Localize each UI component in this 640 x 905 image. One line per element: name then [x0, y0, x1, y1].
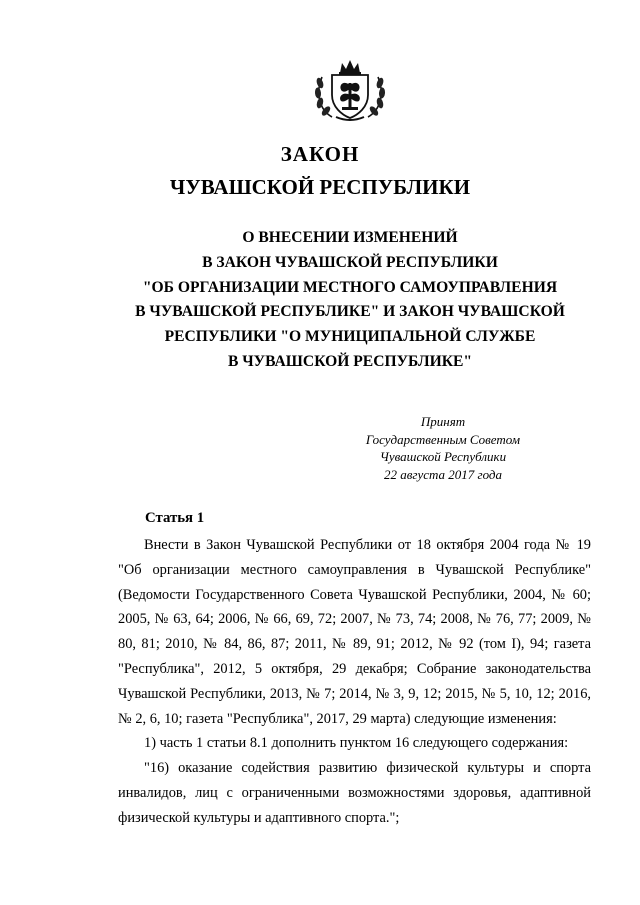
subtitle-line: В ЗАКОН ЧУВАШСКОЙ РЕСПУБЛИКИ [202, 253, 498, 271]
adoption-note [328, 413, 558, 483]
subtitle-line: В ЧУВАШСКОЙ РЕСПУБЛИКЕ" [227, 352, 473, 370]
subtitle-line: РЕСПУБЛИКИ "О МУНИЦИПАЛЬНОЙ СЛУЖБЕ [164, 328, 536, 346]
adoption-line: Чувашской Республики [379, 449, 507, 464]
article-heading: Статья 1 [145, 510, 205, 526]
document-issuer: ЧУВАШСКОЙ РЕСПУБЛИКИ [169, 175, 471, 199]
article-paragraph: 1) часть 1 статьи 8.1 дополнить пунктом 16 следующего содержания: [144, 735, 569, 752]
subtitle-line: О ВНЕСЕНИИ ИЗМЕНЕНИЙ [242, 229, 458, 246]
article-paragraph: Внести в Закон Чувашской Республики от 18 октября 2004 года № 19 "Об организации местного самоуправления в Чувашской Республике" (Ведомости Государственного Совета Чувашской Республики, 2004, № 60; 2005, № 63, 64; 2006, № 66, 69, 72; 2007, № 73, 74; 2008, № 76, 77; 2009, № 80, 81; 2010, № 84, 86, 87; 2011, № 89, 91; 2012, № 92 (том I), 94; газета "Республика", 2012, 5 октября, 29 декабря; Собрание законодательства Чувашской Республики, 2013, № 7; 2014, № 3, 9, 12; 2015, № 5, 10, 12; 2016, № 2, 6, 10; газета "Республика", 2017, 29 марта) следующие изменения: [118, 537, 591, 727]
chuvash-republic-emblem-icon [312, 57, 388, 123]
subtitle-line: В ЧУВАШСКОЙ РЕСПУБЛИКЕ" И ЗАКОН ЧУВАШСКОЙ [135, 303, 565, 321]
document-title: ЗАКОН [280, 142, 360, 166]
subtitle-line: "ОБ ОРГАНИЗАЦИИ МЕСТНОГО САМОУПРАВЛЕНИЯ [142, 278, 558, 296]
article-paragraph: "16) оказание содействия развитию физической культуры и спорта инвалидов, лиц с ограниченными возможностями здоровья, адаптивной физической культуры и адаптивного спорта."; [118, 760, 591, 826]
adoption-date: 22 августа 2017 года [383, 466, 503, 482]
article-body [118, 533, 591, 831]
law-subject-heading [100, 226, 600, 375]
adoption-line: Государственным Советом [365, 431, 521, 447]
adoption-line: Принят [420, 414, 466, 429]
